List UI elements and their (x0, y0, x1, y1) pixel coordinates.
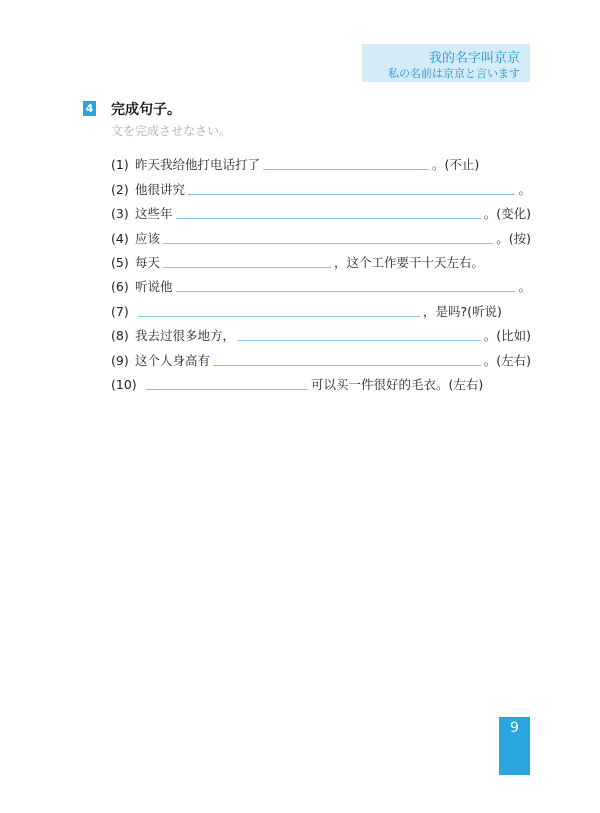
exercise-prompt: 他很讲究 (135, 181, 186, 197)
exercise-suffix: 。(不止) (432, 157, 480, 173)
exercise-suffix: 可以买一件很好的毛衣。(左右) (311, 376, 484, 392)
exercise-row (111, 369, 531, 393)
answer-blank[interactable] (146, 389, 308, 390)
exercise-prompt: 昨天我给他打电话打了 (135, 157, 261, 173)
exercise-suffix: 。(变化) (483, 206, 531, 222)
exercise-number: (6) (111, 279, 129, 295)
exercise-number: (3) (111, 206, 129, 222)
exercise-row (111, 149, 531, 173)
exercise-row (111, 271, 531, 295)
chapter-subtitle: 私の名前は京京と言います (388, 67, 520, 80)
exercise-row (111, 173, 531, 197)
exercise-suffix: 。 (518, 181, 531, 197)
page-number: 9 (510, 720, 519, 736)
exercise-row (111, 222, 531, 246)
section-number-badge: 4 (83, 101, 96, 116)
exercise-suffix: ，是吗?(听说) (423, 303, 502, 319)
exercise-prompt: 每天 (135, 254, 161, 270)
answer-blank[interactable] (176, 291, 516, 292)
answer-blank[interactable] (138, 316, 420, 317)
exercise-suffix: 。(按) (496, 230, 531, 246)
exercise-number: (10) (111, 376, 137, 392)
exercise-row (111, 295, 531, 319)
exercise-prompt: 应该 (135, 230, 161, 246)
exercise-number: (1) (111, 157, 129, 173)
exercise-row (111, 198, 531, 222)
answer-blank[interactable] (213, 365, 481, 366)
exercise-number: (8) (111, 328, 129, 344)
exercise-number: (7) (111, 303, 129, 319)
answer-blank[interactable] (263, 169, 429, 170)
exercise-prompt: 这些年 (135, 206, 173, 222)
exercise-number: (4) (111, 230, 129, 246)
exercise-prompt: 听说他 (135, 279, 173, 295)
chapter-header (362, 44, 530, 82)
exercise-row (111, 320, 531, 344)
exercise-prompt: 我去过很多地方， (135, 328, 236, 344)
answer-blank[interactable] (163, 267, 331, 268)
exercise-row (111, 344, 531, 368)
exercise-list (111, 149, 531, 393)
exercise-suffix: 。(左右) (483, 352, 531, 368)
exercise-number: (2) (111, 181, 129, 197)
exercise-number: (9) (111, 352, 129, 368)
page-number-tab (499, 717, 530, 775)
exercise-prompt: 这个人身高有 (135, 352, 211, 368)
answer-blank[interactable] (163, 243, 493, 244)
exercise-number: (5) (111, 254, 129, 270)
answer-blank[interactable] (238, 340, 481, 341)
exercise-suffix: ，这个工作要干十天左右。 (334, 254, 485, 270)
exercise-row (111, 247, 531, 271)
answer-blank[interactable] (176, 218, 481, 219)
exercise-suffix: 。 (518, 279, 531, 295)
section-instruction: 文を完成させなさい。 (111, 124, 232, 138)
answer-blank[interactable] (188, 194, 515, 195)
exercise-suffix: 。(比如) (483, 328, 531, 344)
chapter-title: 我的名字叫京京 (428, 51, 520, 66)
section-title: 完成句子。 (111, 102, 181, 118)
